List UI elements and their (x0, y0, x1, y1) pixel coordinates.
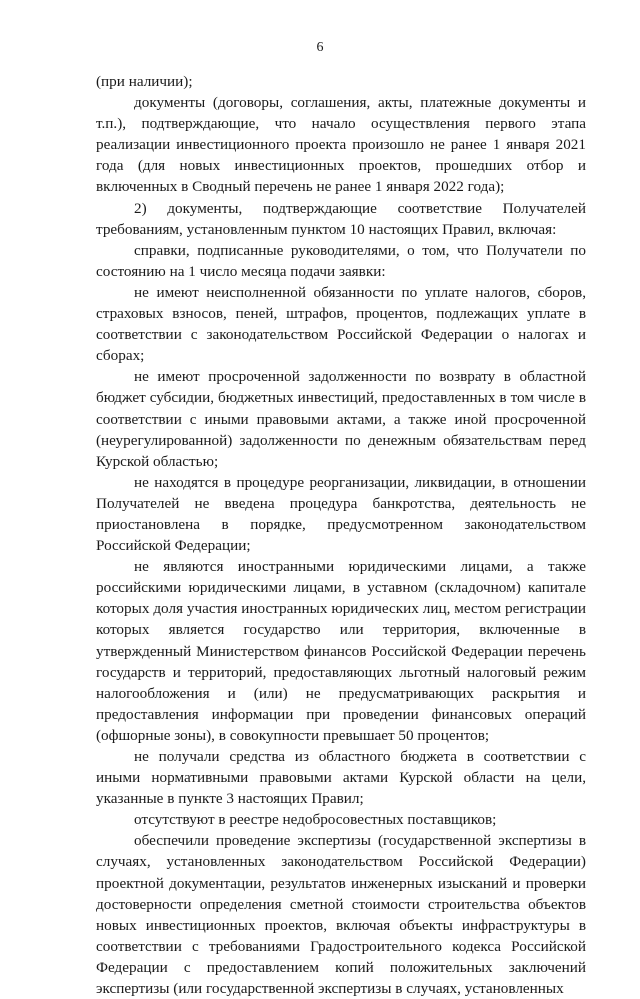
paragraph-no-overdue-debt: не имеют просроченной задолженности по возврату в областной бюджет субсидии, бюджетных инвестиций, предоставленных в том числе в соответствии с иными правовыми актами, а также иной просроченной (неурегулированной) задолженности по денежным обязательствам перед Курской областью; (96, 368, 586, 470)
paragraph-certificates: справки, подписанные руководителями, о том, что Получатели по состоянию на 1 число месяца подачи заявки: (96, 241, 586, 280)
paragraph-no-reorganization: не находятся в процедуре реорганизации, ликвидации, в отношении Получателей не введена процедура банкротства, деятельность не приостановлена в порядке, предусмотренном законодательством Российской Федерации; (96, 473, 586, 555)
paragraph-expertise: обеспечили проведение экспертизы (государственной экспертизы в случаях, установленных законодательством Российской Федерации) проектной документации, результатов инженерных изысканий и проверки достоверности определения сметной стоимости строительства объектов новых инвестиционных проектов, включая объекты инфраструктуры в соответствии с требованиями Градостроительного кодекса Российской Федерации с предоставлением копий положительных заключений экспертизы (или государственной экспертизы в случаях, установленных (96, 832, 586, 998)
paragraph-documents-contracts: документы (договоры, соглашения, акты, платежные документы и т.п.), подтверждающие, что начало осуществления первого этапа реализации инвестиционного проекта произошло не ранее 1 января 2021 года (для новых инвестиционных проектов, прошедших отбор и включенных в Сводный перечень не ранее 1 января 2022 года); (96, 94, 586, 196)
page-number: 6 (316, 40, 324, 55)
paragraph-no-unfair-suppliers: отсутствуют в реестре недобросовестных поставщиков; (134, 811, 497, 829)
document-body (96, 71, 586, 999)
paragraph-item-2: 2) документы, подтверждающие соответствие Получателей требованиям, установленным пунктом 10 настоящих Правил, включая: (96, 199, 586, 238)
paragraph-not-foreign-entities: не являются иностранными юридическими лицами, а также российскими юридическими лицами, в уставном (складочном) капитале которых доля участия иностранных юридических лиц, местом регистрации которых является государство или территория, включенные в утвержденный Министерством финансов Российской Федерации перечень государств и территорий, предоставляющих льготный налоговый режим налогообложения и (или) не предусматривающих раскрытия и предоставления информации при проведении финансовых операций (офшорные зоны), в совокупности превышает 50 процентов; (96, 558, 586, 744)
paragraph-no-tax-debt: не имеют неисполненной обязанности по уплате налогов, сборов, страховых взносов, пеней, штрафов, процентов, подлежащих уплате в соответствии с законодательством Российской Федерации о налогах и сборах; (96, 283, 586, 365)
paragraph-continuation: (при наличии); (96, 73, 193, 90)
paragraph-no-regional-funds: не получали средства из областного бюджета в соответствии с иными нормативными правовыми актами Курской области на цели, указанные в пункте 3 настоящих Правил; (96, 748, 586, 808)
